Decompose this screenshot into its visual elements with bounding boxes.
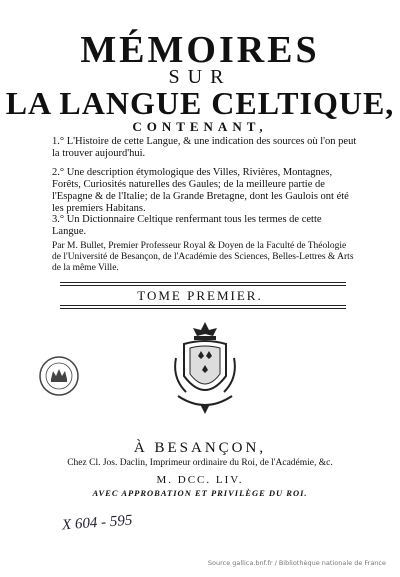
- rule-top: [60, 282, 346, 283]
- source-note: Source gallica.bnf.fr / Bibliothèque nationale de France: [207, 559, 386, 567]
- rule-bottom-2: [60, 308, 346, 309]
- royal-arms-ornament-icon: [170, 318, 240, 418]
- contents-item-3: 3.° Un Dictionnaire Celtique renfermant tous les termes de cette Langue.: [52, 214, 322, 237]
- imprint-place: À BESANÇON,: [133, 440, 267, 456]
- contents-item-1: 1.° L'Histoire de cette Langue, & une indication des sources où l'on peut la trouver aujourd'hui.: [52, 136, 357, 159]
- rule-bottom: [60, 305, 346, 306]
- title-contenant: CONTENANT,: [132, 119, 268, 134]
- rule-top-2: [60, 285, 346, 286]
- title-memoires: MÉMOIRES: [80, 29, 320, 71]
- volume-label: TOME PREMIER.: [137, 288, 263, 303]
- shelfmark: X 604 - 595: [61, 512, 133, 534]
- title-la-langue-celtique: LA LANGUE CELTIQUE,: [5, 85, 395, 121]
- author-line: Par M. Bullet, Premier Professeur Royal & Doyen de la Faculté de Théologie de l'Université de Besançon, de l'Académie des Sciences, Belles-Lettres & Arts de la même Ville.: [52, 241, 354, 273]
- library-stamp-icon: [38, 355, 80, 397]
- imprint-printer: Chez Cl. Jos. Daclin, Imprimeur ordinaire du Roi, de l'Académie, &c.: [67, 458, 333, 468]
- contents-item-2: 2.° Une description étymologique des Villes, Rivières, Montagnes, Forêts, Curiosités naturelles des Gaules; de la meilleure partie de l'Espagne & de l'Italie; de la Grande Bretagne, dont les Gaulois ont été les premiers Habitans.: [52, 167, 349, 214]
- title-sur: SUR: [168, 66, 232, 88]
- imprint-privilege: AVEC APPROBATION ET PRIVILÈGE DU ROI.: [92, 488, 308, 498]
- imprint-year: M. DCC. LIV.: [156, 474, 244, 486]
